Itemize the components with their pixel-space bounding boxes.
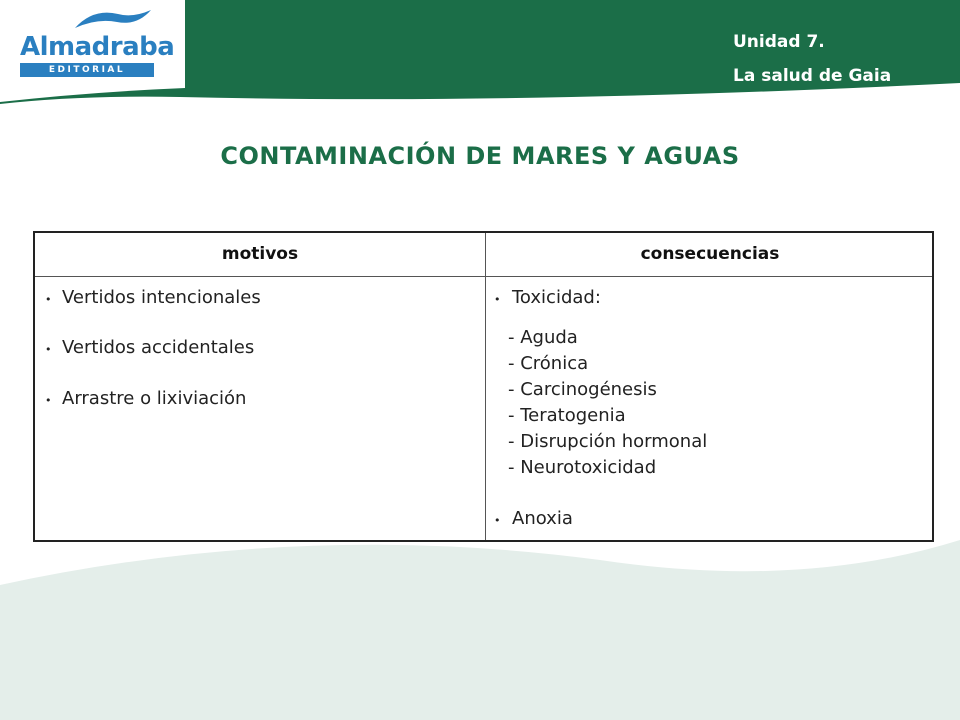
toxicidad-item: - Carcinogénesis <box>508 379 657 400</box>
row-divider <box>35 276 932 277</box>
motivo-item: Arrastre o lixiviación <box>62 388 247 409</box>
bullet-icon: • <box>45 343 52 356</box>
bottom-wave <box>0 540 960 720</box>
wave-icon <box>73 6 153 32</box>
unit-title: Unidad 7. <box>733 32 825 52</box>
motivo-item: Vertidos intencionales <box>62 287 261 308</box>
bullet-icon: • <box>494 514 501 527</box>
toxicidad-item: - Crónica <box>508 353 589 374</box>
page-title: CONTAMINACIÓN DE MARES Y AGUAS <box>220 142 740 170</box>
motivo-item: Vertidos accidentales <box>62 337 255 358</box>
header-motivos: motivos <box>221 244 299 264</box>
content-table <box>33 231 934 542</box>
bullet-icon: • <box>494 293 501 306</box>
column-divider <box>485 233 486 540</box>
unit-subtitle: La salud de Gaia <box>733 66 892 86</box>
header-consecuencias: consecuencias <box>640 244 780 264</box>
publisher-logo <box>18 6 175 76</box>
toxicidad-item: - Aguda <box>508 327 578 348</box>
bullet-icon: • <box>45 293 52 306</box>
toxicidad-item: - Teratogenia <box>508 405 626 426</box>
logo-name: Almadraba <box>20 32 175 62</box>
anoxia-label: Anoxia <box>512 508 573 529</box>
logo-subtitle: EDITORIAL <box>20 63 154 77</box>
toxicidad-label: Toxicidad: <box>512 287 601 308</box>
bullet-icon: • <box>45 394 52 407</box>
toxicidad-item: - Disrupción hormonal <box>508 431 708 452</box>
toxicidad-item: - Neurotoxicidad <box>508 457 657 478</box>
